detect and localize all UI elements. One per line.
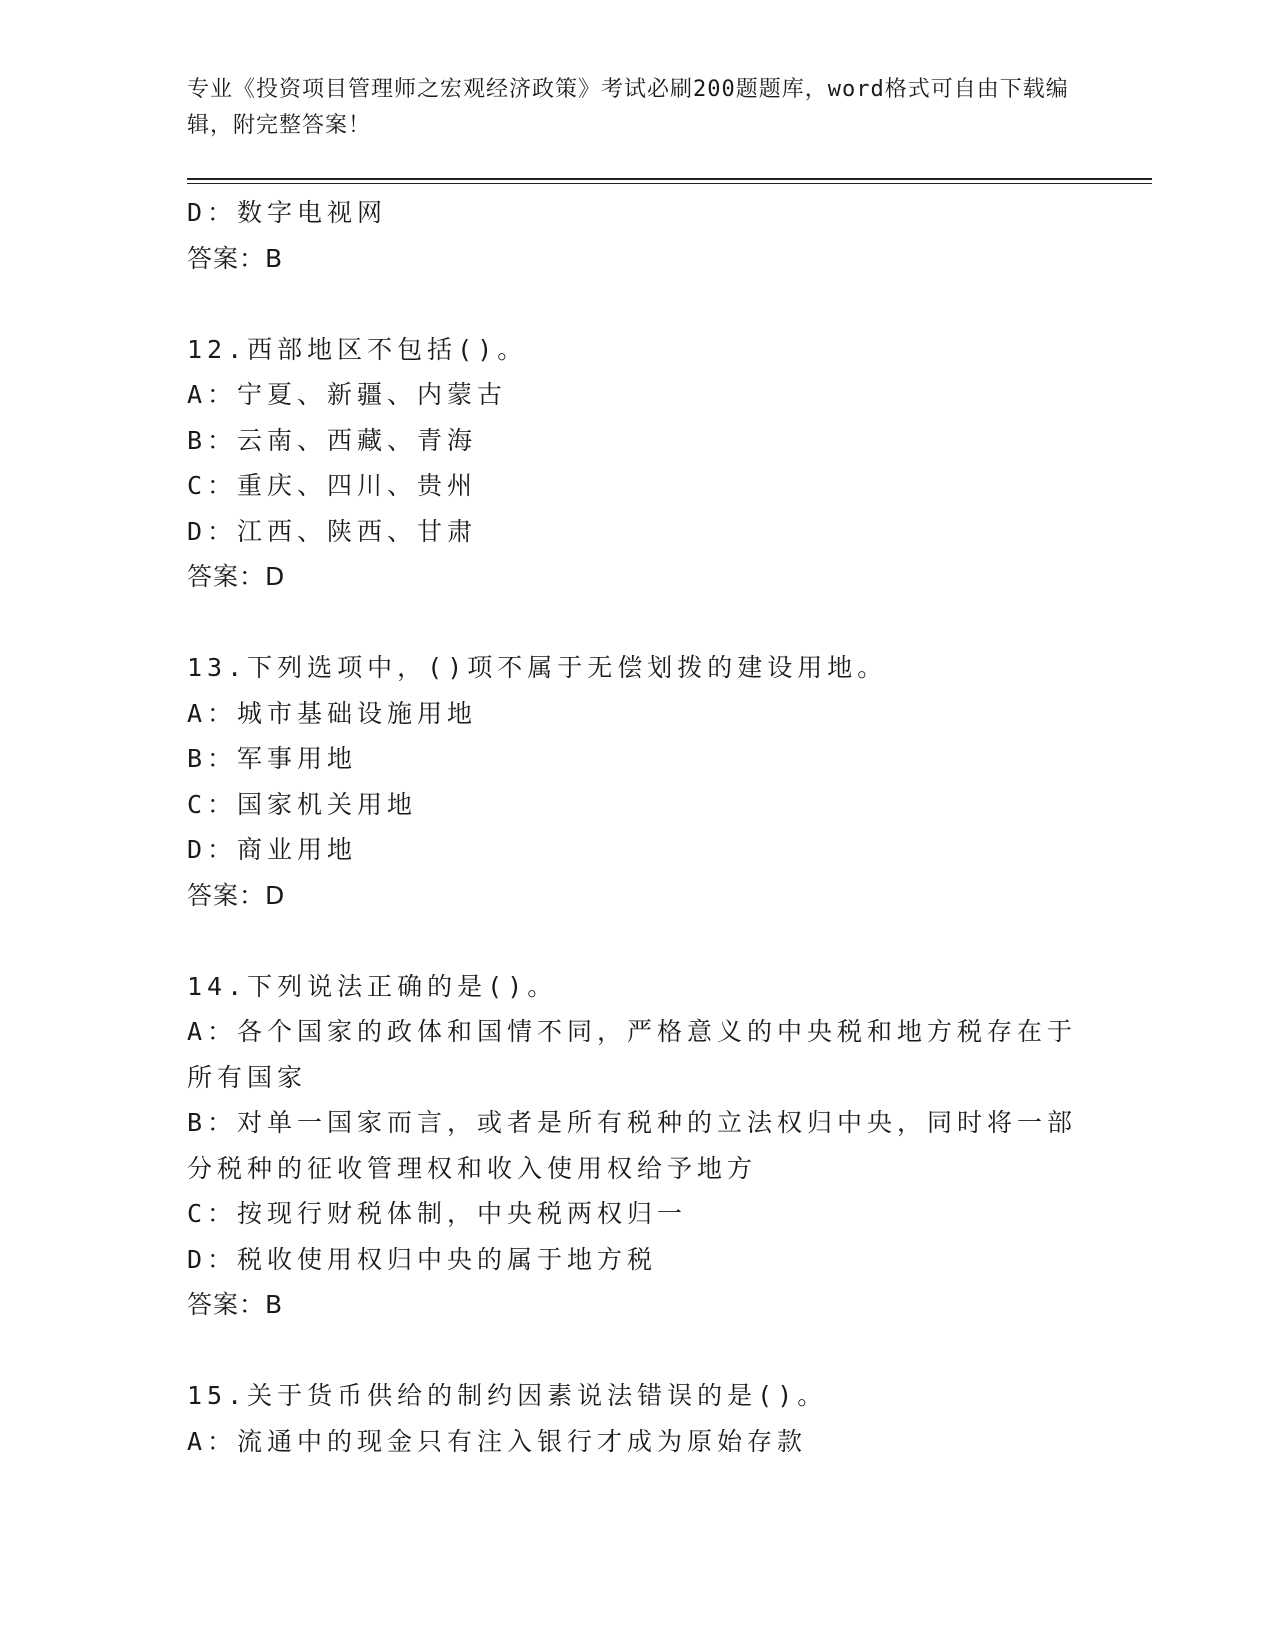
document-header: [187, 72, 1087, 144]
header-rule-thick: [187, 178, 1152, 180]
option-b: B：军事用地: [187, 744, 358, 773]
answer: 答案：D: [187, 880, 286, 910]
spacer: [187, 1328, 1087, 1374]
previous-question-tail: [187, 190, 1087, 281]
question-stem: 15.关于货币供给的制约因素说法错误的是()。: [187, 1381, 828, 1410]
question-15: [187, 1373, 1087, 1464]
spacer: [187, 281, 1087, 327]
option-a: A：流通中的现金只有注入银行才成为原始存款: [187, 1426, 808, 1456]
option-d: D：江西、陕西、甘肃: [187, 516, 478, 546]
option-a: A：宁夏、新疆、内蒙古: [187, 380, 508, 409]
answer: 答案：B: [187, 1290, 284, 1319]
option-d: D：商业用地: [187, 835, 358, 864]
option-a: A：城市基础设施用地: [187, 698, 478, 728]
spacer: [187, 600, 1087, 646]
answer: 答案：D: [187, 562, 286, 591]
option-d: D：数字电视网: [187, 198, 388, 227]
header-rule-thin: [187, 183, 1152, 184]
answer: 答案：B: [187, 243, 284, 273]
option-a: A：各个国家的政体和国情不同，严格意义的中央税和地方税存在于所有国家: [187, 1017, 1078, 1092]
option-c: C：按现行财税体制，中央税两权归一: [187, 1199, 688, 1228]
question-13: [187, 645, 1087, 918]
spacer: [187, 918, 1087, 964]
option-b: B：云南、西藏、青海: [187, 425, 478, 455]
option-c: C：国家机关用地: [187, 789, 418, 819]
question-stem: 13.下列选项中，()项不属于无偿划拨的建设用地。: [187, 653, 888, 682]
question-stem: 12.西部地区不包括()。: [187, 334, 528, 364]
question-12: [187, 327, 1087, 600]
question-stem: 14.下列说法正确的是()。: [187, 971, 558, 1001]
option-b: B：对单一国家而言，或者是所有税种的立法权归中央，同时将一部分税种的征收管理权和收入使用权给予地方: [187, 1108, 1078, 1183]
option-d: D：税收使用权归中央的属于地方税: [187, 1244, 658, 1274]
question-14: [187, 964, 1087, 1328]
header-text: 专业《投资项目管理师之宏观经济政策》考试必刷200题题库，word格式可自由下载编辑，附完整答案！: [187, 77, 1069, 138]
option-c: C：重庆、四川、贵州: [187, 471, 478, 500]
question-list: [187, 190, 1087, 1464]
